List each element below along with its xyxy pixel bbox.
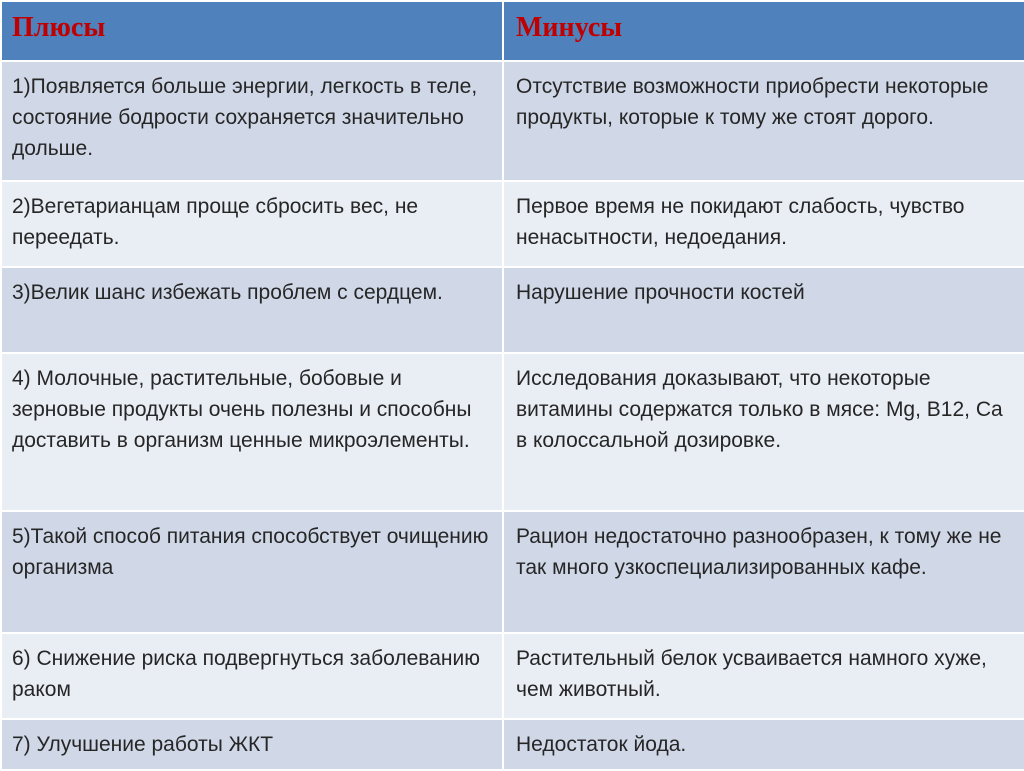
con-cell: Нарушение прочности костей <box>503 267 1024 353</box>
pro-cell: 3)Велик шанс избежать проблем с сердцем. <box>1 267 503 353</box>
pro-cell: 2)Вегетарианцам проще сбросить вес, не переедать. <box>1 181 503 267</box>
con-cell: Рацион недостаточно разнообразен, к тому же не так много узкоспециализированных кафе. <box>503 511 1024 633</box>
table-row <box>1 719 1024 770</box>
table-row <box>1 633 1024 719</box>
table-row <box>1 511 1024 633</box>
con-cell: Растительный белок усваивается намного хуже, чем животный. <box>503 633 1024 719</box>
header-row <box>1 1 1024 61</box>
pro-cell: 1)Появляется больше энергии, легкость в теле, состояние бодрости сохраняется значительно дольше. <box>1 61 503 181</box>
con-cell: Недостаток йода. <box>503 719 1024 770</box>
table-row <box>1 61 1024 181</box>
pro-cell: 7) Улучшение работы ЖКТ <box>1 719 503 770</box>
con-cell: Исследования доказывают, что некоторые витамины содержатся только в мясе: Mg, B12, Ca в колоссальной дозировке. <box>503 353 1024 511</box>
table-row <box>1 267 1024 353</box>
cons-header: Минусы <box>503 1 1024 61</box>
con-cell: Отсутствие возможности приобрести некоторые продукты, которые к тому же стоят дорого. <box>503 61 1024 181</box>
table-row <box>1 181 1024 267</box>
con-cell: Первое время не покидают слабость, чувство ненасытности, недоедания. <box>503 181 1024 267</box>
pros-header: Плюсы <box>1 1 503 61</box>
pro-cell: 6) Снижение риска подвергнуться заболеванию раком <box>1 633 503 719</box>
pro-cell: 4) Молочные, растительные, бобовые и зерновые продукты очень полезны и способны доставить в организм ценные микроэлементы. <box>1 353 503 511</box>
pro-cell: 5)Такой способ питания способствует очищению организма <box>1 511 503 633</box>
table-row <box>1 353 1024 511</box>
